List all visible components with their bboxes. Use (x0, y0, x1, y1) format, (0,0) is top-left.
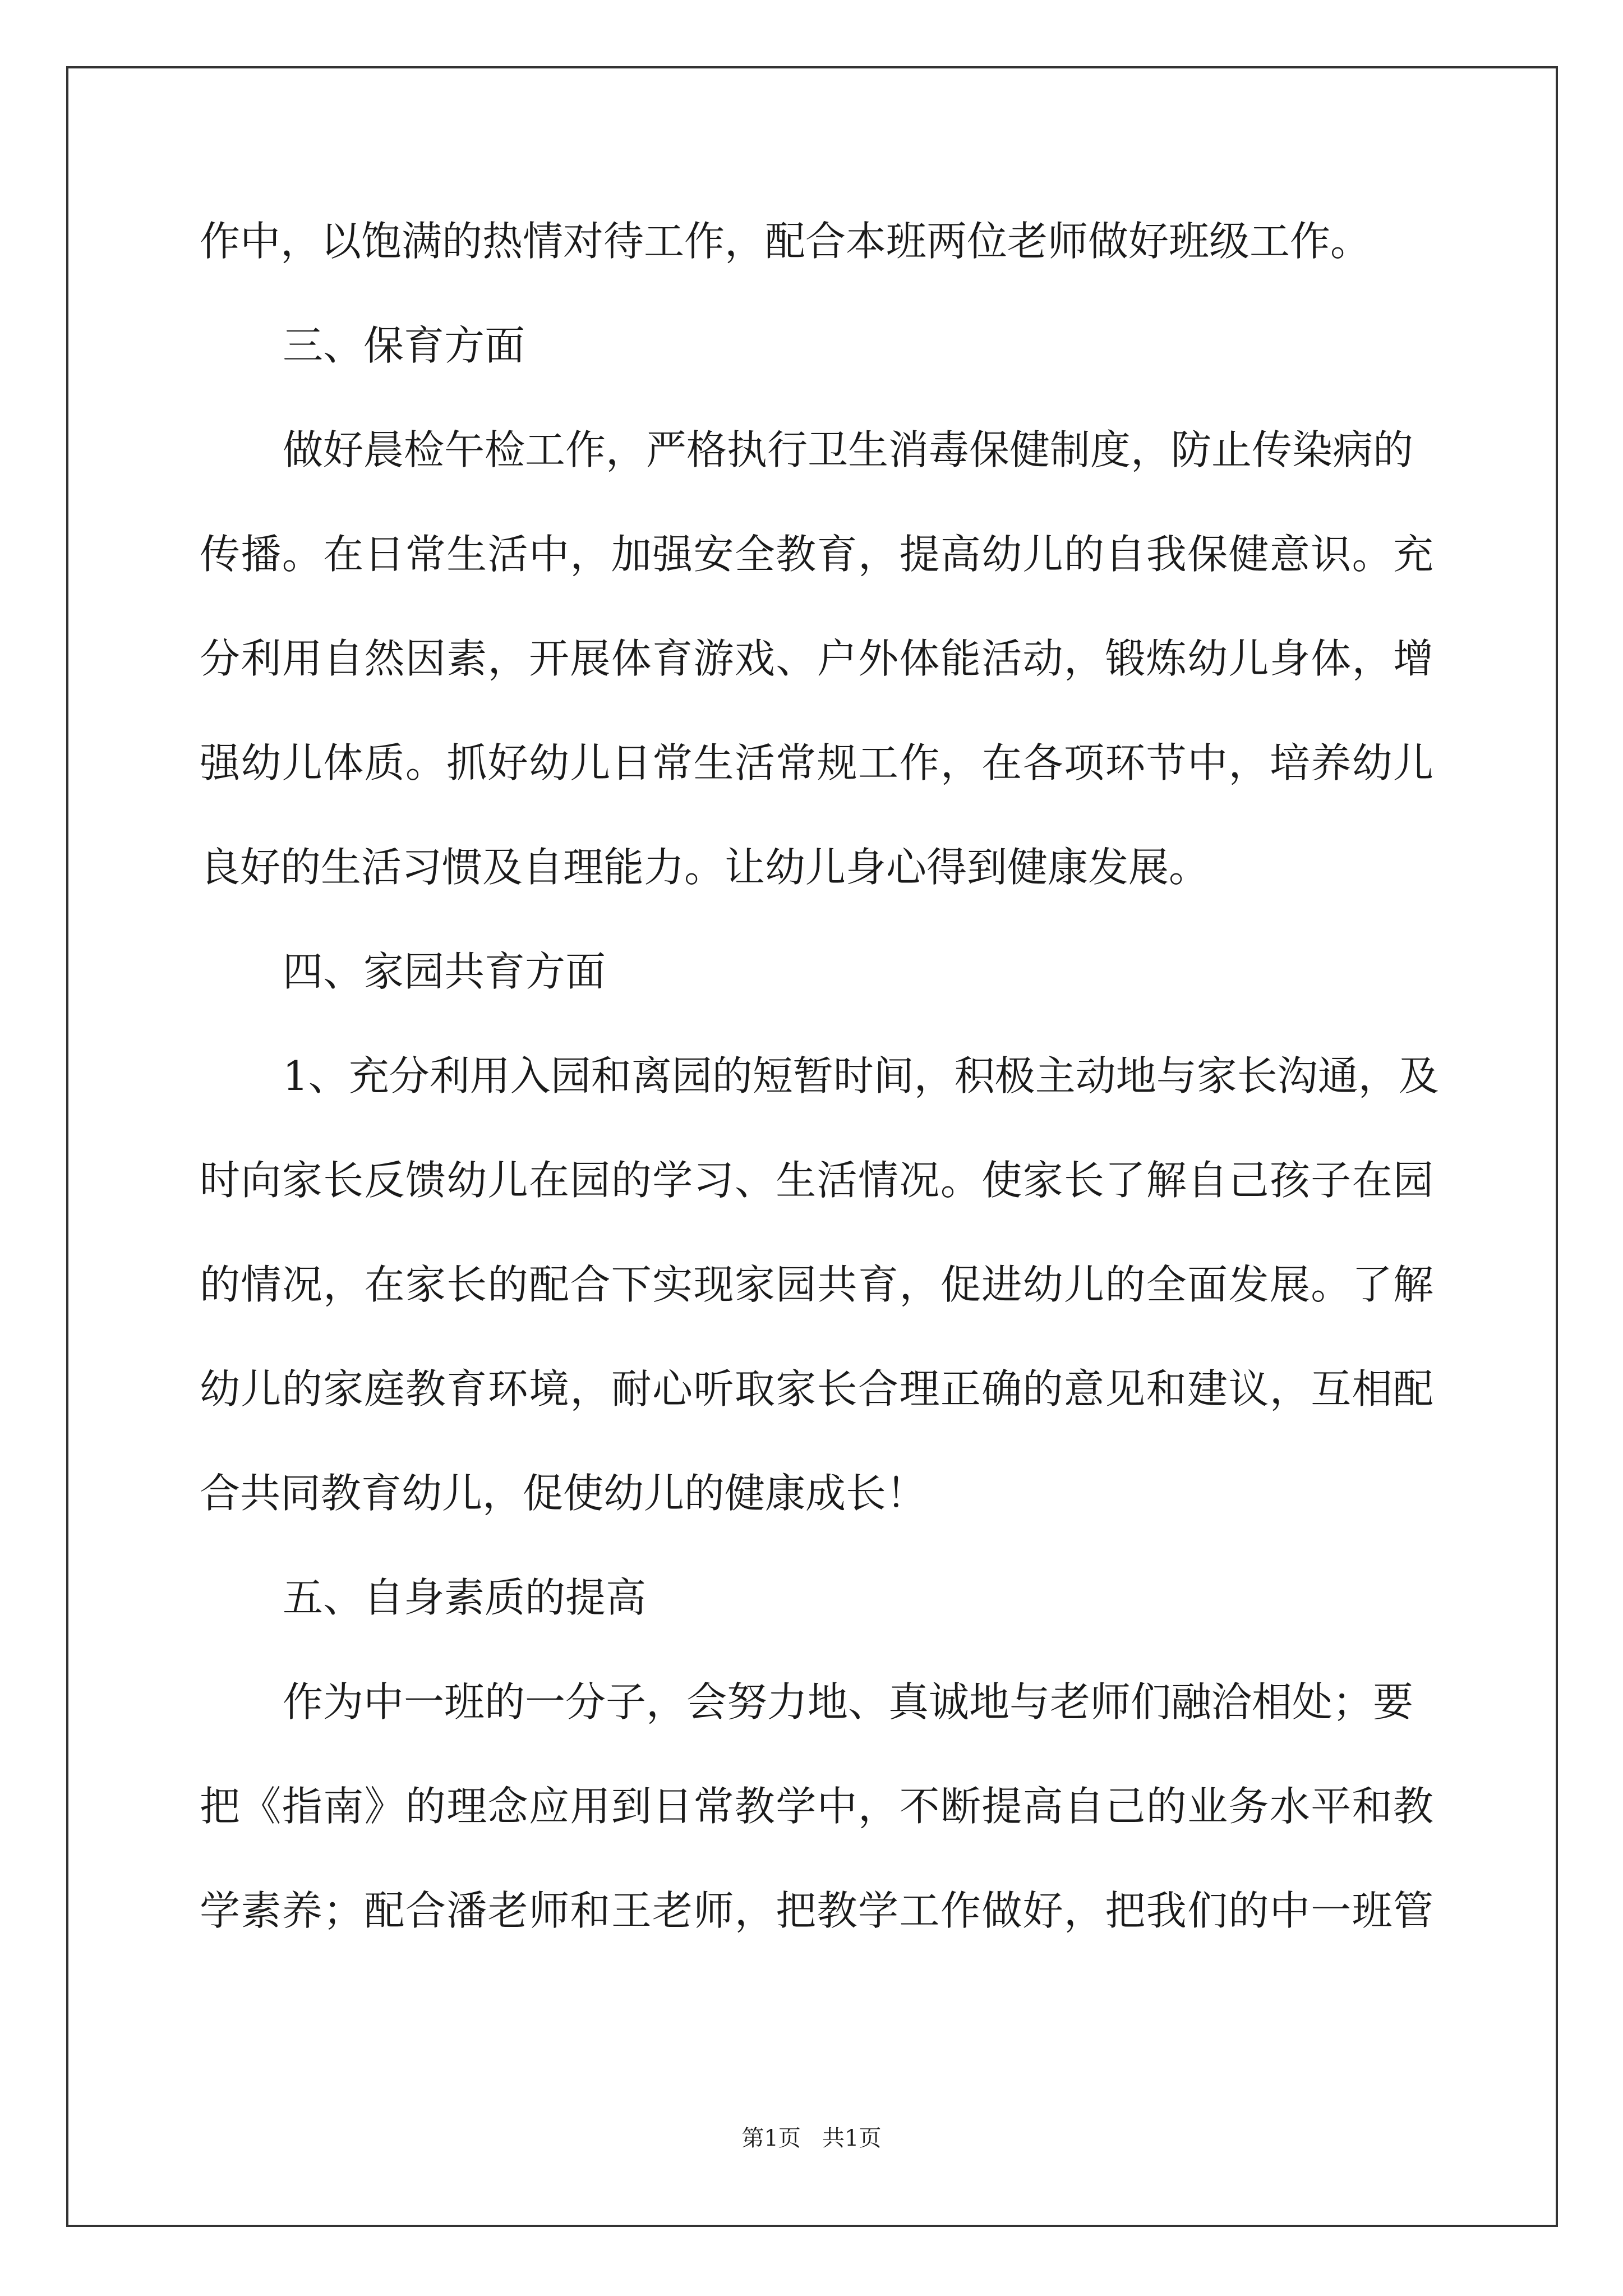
text-line: 学素养；配合潘老师和王老师，把教学工作做好，把我们的中一班管 (200, 1887, 1433, 1934)
section-heading: 四、家园共育方面 (283, 948, 606, 995)
text-line: 的情况，在家长的配合下实现家园共育，促进幼儿的全面发展。了解 (200, 1261, 1433, 1308)
text-line: 强幼儿体质。抓好幼儿日常生活常规工作，在各项环节中，培养幼儿 (200, 739, 1433, 786)
text-line: 作为中一班的一分子，会努力地、真诚地与老师们融洽相处；要 (283, 1678, 1414, 1726)
text-line: 分利用自然因素，开展体育游戏、户外体能活动，锻炼幼儿身体，增 (200, 635, 1433, 682)
text-line: 传播。在日常生活中，加强安全教育，提高幼儿的自我保健意识。充 (200, 531, 1433, 578)
text-line: 作中，以饱满的热情对待工作，配合本班两位老师做好班级工作。 (200, 218, 1371, 265)
text-line: 做好晨检午检工作，严格执行卫生消毒保健制度，防止传染病的 (283, 426, 1414, 473)
text-line: 良好的生活习惯及自理能力。让幼儿身心得到健康发展。 (200, 844, 1210, 891)
section-heading: 三、保育方面 (283, 322, 525, 369)
text-line: 合共同教育幼儿，促使幼儿的健康成长！ (200, 1470, 927, 1517)
text-line: 幼儿的家庭教育环境，耐心听取家长合理正确的意见和建议，互相配 (200, 1365, 1433, 1412)
text-line: 把《指南》的理念应用到日常教学中，不断提高自己的业务水平和教 (200, 1783, 1433, 1830)
text-line: 时向家长反馈幼儿在园的学习、生活情况。使家长了解自己孩子在园 (200, 1157, 1433, 1204)
text-line: 1、充分利用入园和离园的短暂时间，积极主动地与家长沟通，及 (283, 1052, 1439, 1099)
section-heading: 五、自身素质的提高 (283, 1574, 647, 1621)
page-number-footer: 第1页 共1页 (741, 2125, 882, 2151)
